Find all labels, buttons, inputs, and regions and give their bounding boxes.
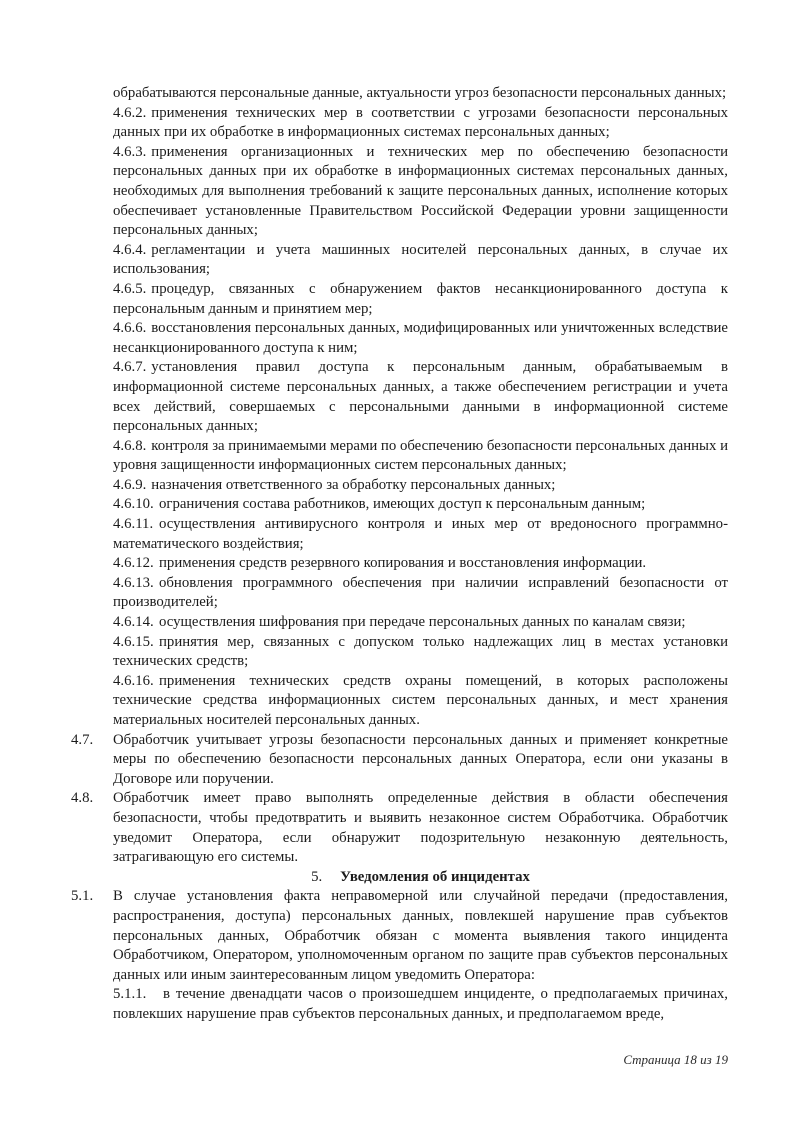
clause-4-6-14 <box>113 613 728 633</box>
clause-4-6-16 <box>113 672 728 731</box>
clause-4-6-2-text: применения технических мер в соответствии с угрозами безопасности персональных данных при их обработке в информационных системах персональных данных; <box>113 104 728 141</box>
clause-4-6-10-text: ограничения состава работников, имеющих доступ к персональным данным; <box>159 496 646 513</box>
clause-4-6-15 <box>113 633 728 672</box>
clause-4-6-2-number: 4.6.2. <box>113 104 147 121</box>
clause-4-6-15-number: 4.6.15. <box>113 633 154 650</box>
clause-4-8 <box>71 789 728 867</box>
clause-4-6-10 <box>113 495 728 515</box>
page-number: Страница 18 из 19 <box>623 1052 728 1067</box>
section-5-number: 5. <box>311 868 323 885</box>
clause-4-6-12 <box>113 554 728 574</box>
clause-4-6-8-number: 4.6.8. <box>113 437 147 454</box>
clause-4-6-7-text: установления правил доступа к персональным данным, обрабатываемым в информационной системе персональных данных, а также обеспечением регистрации и учета всех действий, совершаемых с персональными данными в информационной системе персональных данных; <box>113 359 728 435</box>
clause-4-8-number: 4.8. <box>71 790 94 807</box>
clause-4-6-3 <box>113 143 728 241</box>
clause-4-6-5-text: процедур, связанных с обнаружением фактов несанкционированного доступа к персональным данным и принятием мер; <box>113 280 728 317</box>
section-5-heading <box>113 868 728 888</box>
clause-4-6-11 <box>113 515 728 554</box>
clause-4-6-5-number: 4.6.5. <box>113 280 147 297</box>
clause-5-1 <box>71 887 728 985</box>
clause-4-6-12-text: применения средств резервного копирования и восстановления информации. <box>159 555 647 572</box>
clause-4-6-3-number: 4.6.3. <box>113 143 147 160</box>
clause-5-1-1 <box>113 985 728 1024</box>
clause-4-6-6 <box>113 319 728 358</box>
clause-4-6-6-number: 4.6.6. <box>113 320 147 337</box>
clause-5-1-number: 5.1. <box>71 888 94 905</box>
clause-4-6-5 <box>113 280 728 319</box>
clause-4-6-4-number: 4.6.4. <box>113 241 147 258</box>
clause-4-6-3-text: применения организационных и технических мер по обеспечению безопасности персональных данных при их обработке в информационных системах персональных данных, необходимых для выполнения требований к защите персональных данных, исполнение которых обеспечивает установленные Правительством Российской Федерации уровни защищенности персональных данных; <box>113 143 728 239</box>
clause-4-7 <box>71 731 728 790</box>
clause-4-6-15-text: принятия мер, связанных с допуском только надлежащих лиц в местах установки технических средств; <box>113 633 728 670</box>
clause-4-6-1-continuation: обрабатываются персональные данные, актуальности угроз безопасности персональных данных; <box>113 85 727 101</box>
clause-4-6-8 <box>113 437 728 476</box>
clause-4-6-9 <box>113 476 728 496</box>
clause-4-7-number: 4.7. <box>71 731 94 748</box>
clause-4-6-9-text: назначения ответственного за обработку персональных данных; <box>151 476 556 493</box>
clause-4-6-16-text: применения технических средств охраны помещений, в которых расположены технические средства информационных систем персональных данных, и мест хранения материальных носителей персональных данных. <box>113 672 728 728</box>
clause-4-6-16-number: 4.6.16. <box>113 672 154 689</box>
clause-4-6-11-number: 4.6.11. <box>113 516 154 533</box>
clause-4-6-9-number: 4.6.9. <box>113 476 147 493</box>
section-5-title: Уведомления об инцидентах <box>340 868 530 885</box>
clause-4-6-4 <box>113 241 728 280</box>
clause-5-1-1-text: в течение двенадцати часов о произошедшем инциденте, о предполагаемых причинах, повлекших нарушение прав субъектов персональных данных, и предполагаемом вреде, <box>113 986 728 1022</box>
clause-4-6-13 <box>113 574 728 613</box>
clause-4-6-4-text: регламентации и учета машинных носителей персональных данных, в случае их использования; <box>113 241 728 278</box>
clause-4-6-14-number: 4.6.14. <box>113 614 154 631</box>
clause-4-8-text: Обработчик имеет право выполнять определенные действия в области обеспечения безопасности, чтобы предотвратить и выявить незаконное систем Обработчика. Обработчик уведомит Оператора, если обнаружит подозрительную незаконную деятельность, затрагивающую его системы. <box>113 790 728 866</box>
clause-4-6-7 <box>113 358 728 436</box>
clause-5-1-text: В случае установления факта неправомерной или случайной передачи (предоставления, распространения, доступа) персональных данных, повлекшей нарушение прав субъектов персональных данных, Обработчик обязан с момента выявления такого инцидента Обработчиком, Оператором, уполномоченным органом по защите прав субъектов персональных данных или иным заинтересованным лицом уведомить Оператора: <box>113 888 728 983</box>
clause-4-6-10-number: 4.6.10. <box>113 496 154 513</box>
clause-4-7-text: Обработчик учитывает угрозы безопасности персональных данных и применяет конкретные меры по обеспечению безопасности персональных данных Оператора, если они указаны в Договоре или поручении. <box>113 731 728 787</box>
clause-4-6-14-text: осуществления шифрования при передаче персональных данных по каналам связи; <box>159 614 686 631</box>
clause-4-6-7-number: 4.6.7. <box>113 359 147 376</box>
clause-4-6-6-text: восстановления персональных данных, модифицированных или уничтоженных вследствие несанкционированного доступа к ним; <box>113 320 728 356</box>
clause-4-6-13-number: 4.6.13. <box>113 574 154 591</box>
clause-4-6-2 <box>113 104 728 143</box>
clause-4-6-8-text: контроля за принимаемыми мерами по обеспечению безопасности персональных данных и уровня защищенности информационных систем персональных данных; <box>113 437 728 474</box>
document-content <box>71 84 728 1025</box>
clause-4-6-11-text: осуществления антивирусного контроля и иных мер от вредоносного программно-математического воздействия; <box>113 516 728 552</box>
clause-5-1-1-number: 5.1.1. <box>113 986 147 1003</box>
clause-4-6-12-number: 4.6.12. <box>113 555 154 572</box>
clause-4-6-13-text: обновления программного обеспечения при наличии исправлений безопасности от производителей; <box>113 574 728 611</box>
